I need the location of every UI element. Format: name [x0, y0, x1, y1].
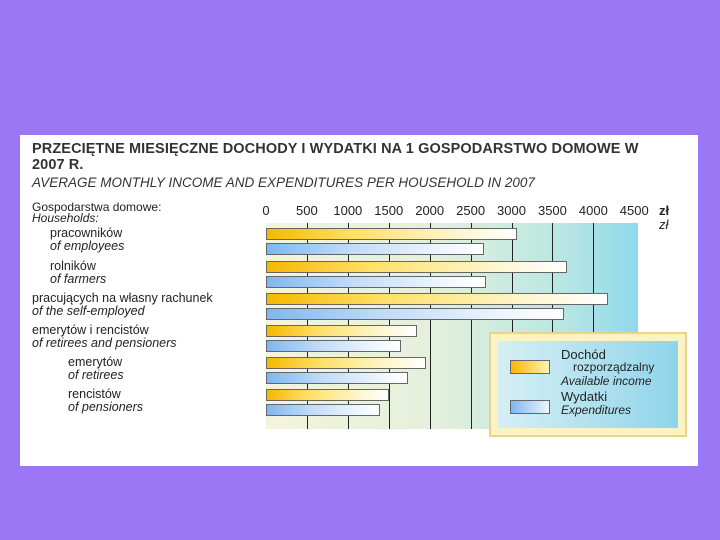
chart-title-pl: PRZECIĘTNE MIESIĘCZNE DOCHODY I WYDATKI NA 1 GOSPODARSTWO DOMOWE W 2007 R. [32, 141, 639, 173]
x-tick-label: 4500 [619, 203, 649, 218]
category-label [50, 260, 106, 286]
category-label-pl: rencistów [68, 387, 121, 401]
bar-income [266, 293, 608, 305]
legend [489, 332, 687, 437]
x-tick-label: 500 [296, 203, 318, 218]
x-tick-label: 3500 [537, 203, 567, 218]
unit-label-en: zł [659, 217, 669, 232]
x-tick-label: 1000 [333, 203, 363, 218]
category-label-en: of pensioners [68, 400, 144, 414]
x-tick-label: 3000 [497, 203, 526, 218]
category-label-pl: rolników [50, 259, 96, 273]
bar-income [266, 389, 389, 401]
x-tick-label: 4000 [578, 203, 608, 218]
bar-expenditures [266, 404, 380, 416]
category-label-en: of employees [50, 239, 125, 253]
bar-income [266, 357, 426, 369]
x-tick-label: 2500 [456, 203, 486, 218]
chart-panel [20, 135, 698, 466]
x-tick-label: 2000 [415, 203, 445, 218]
legend-swatch-expenditures [510, 400, 550, 414]
legend-income-pl: Dochód [561, 347, 606, 362]
legend-expenditures-en: Expenditures [561, 403, 632, 417]
category-header-pl: Gospodarstwa domowe: [32, 200, 162, 214]
category-label [68, 356, 124, 382]
legend-swatch-income [510, 360, 550, 374]
legend-expenditures-pl: Wydatki [561, 389, 608, 404]
category-label [32, 292, 213, 318]
unit-label-pl: zł [659, 203, 670, 218]
chart-title-en: AVERAGE MONTHLY INCOME AND EXPENDITURES PER HOUSEHOLD IN 2007 [32, 175, 535, 190]
x-tick-label: 0 [262, 203, 270, 218]
category-label-en: of retirees and pensioners [32, 336, 177, 350]
category-label-en: of the self-employed [32, 304, 145, 318]
legend-income-en: Available income [561, 374, 652, 388]
category-label-pl: emerytów i rencistów [32, 323, 149, 337]
x-tick-label: 1500 [374, 203, 404, 218]
bar-expenditures [266, 308, 564, 320]
category-label [68, 388, 143, 414]
category-label-en: of farmers [50, 272, 107, 286]
category-label [32, 324, 177, 350]
category-label-pl: pracujących na własny rachunek [32, 291, 213, 305]
category-label-pl: pracowników [50, 226, 123, 240]
category-label-pl: emerytów [68, 355, 123, 369]
category-header-en: Households: [32, 211, 99, 225]
category-label-en: of retirees [68, 368, 124, 382]
legend-income-pl-2: rozporządzalny [573, 360, 655, 374]
bar-income [266, 228, 517, 240]
bar-expenditures [266, 340, 401, 352]
bar-expenditures [266, 243, 484, 255]
bar-income [266, 261, 567, 273]
bar-expenditures [266, 276, 486, 288]
bar-income [266, 325, 417, 337]
legend-body [498, 341, 678, 428]
bar-expenditures [266, 372, 408, 384]
category-label [50, 227, 124, 253]
